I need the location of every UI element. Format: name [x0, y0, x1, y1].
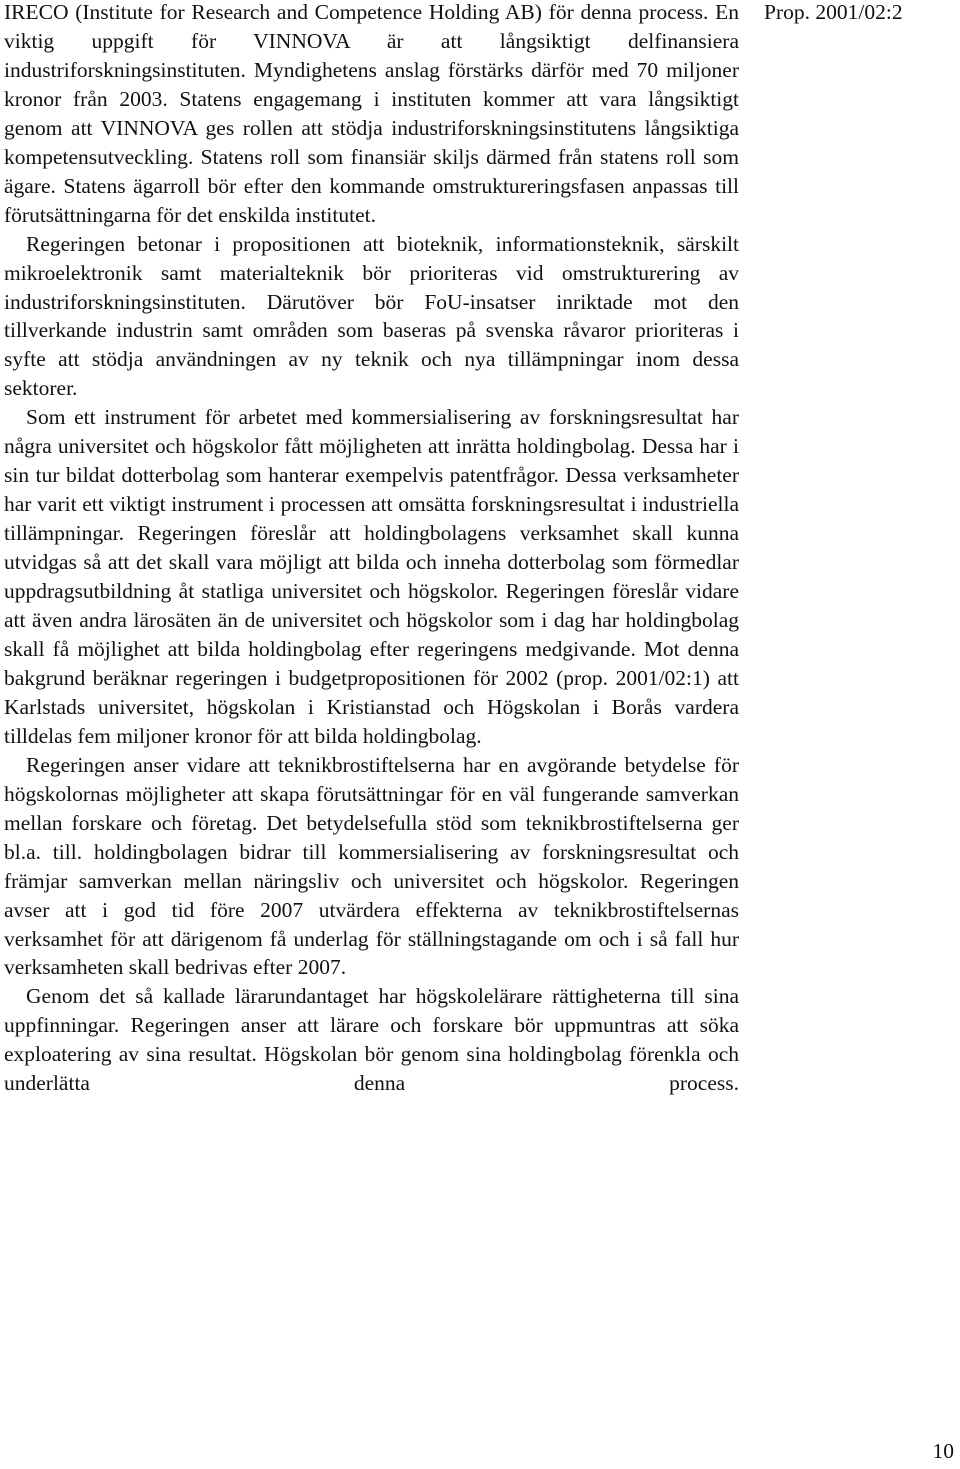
paragraph-holding-companies: Som ett instrument för arbetet med kommersialisering av forskningsresultat har några universitet och högskolor fått möjligheten att inrätta holdingbolag. Dessa har i sin tur bildat dotterbolag som hanterar exempelvis patentfrågor. Dessa verksamheter har varit ett viktigt instrument i processen att omsätta forskningsresultat i industriella tillämpningar. Regeringen föreslår att holdingbolagens verksamhet skall kunna utvidgas så att det skall vara möjligt att bilda och inneha dotterbolag som förmedlar uppdragsutbildning åt statliga universitet och högskolor. Regeringen föreslår vidare att även andra lärosäten än de universitet och högskolor som i dag har holdingbolag skall få möjlighet att bilda holdingbolag efter regeringens medgivande. Mot denna bakgrund beräknar regeringen i budgetpropositionen för 2002 (prop. 2001/02:1) att Karlstads universitet, högskolan i Kristianstad och Högskolan i Borås vardera tilldelas fem miljoner kronor för att bilda holdingbolag. — [4, 405, 739, 748]
page-number: 10 — [932, 1439, 954, 1463]
paragraph-priorities: Regeringen betonar i propositionen att bioteknik, informationsteknik, särskilt mikroelektronik samt materialteknik bör prioriteras vid omstrukturering av industriforskningsinstituten. Därutöver bör FoU-insatser inriktade mot den tillverkande industrin samt områden som baseras på svenska råvaror prioriteras i syfte att stödja användningen av ny teknik och nya tillämpningar inom dessa sektorer. — [4, 231, 739, 401]
paragraph-teacher-exemption: Genom det så kallade lärarundantaget har högskolelärare rättigheterna till sina uppfinningar. Regeringen anser att lärare och forskare bör uppmuntras att söka exploatering av sina resultat. Högskolan bör genom sina holdingbolag förenkla och underlätta denna process. — [4, 984, 739, 1096]
body-text — [4, 0, 739, 1098]
paragraph-technology-foundations: Regeringen anser vidare att teknikbrostiftelserna har en avgörande betydelse för högskolornas möjligheter att skapa förutsättningar för en väl fungerande samverkan mellan forskare och företag. Det betydelsefulla stöd som teknikbrostiftelserna ger bl.a. till. holdingbolagen bidrar till kommersialisering av forskningsresultat och främjar samverkan mellan näringsliv och universitet och högskolor. Regeringen avser att i god tid före 2007 utvärdera effekterna av teknikbrostiftelsernas verksamhet för att därigenom få underlag för ställningstagande om och i så fall hur verksamheten skall bedrivas efter 2007. — [4, 752, 739, 980]
paragraph-institutes: IRECO (Institute for Research and Competence Holding AB) för denna process. En viktig uppgift för VINNOVA är att långsiktigt delfinansiera industriforskningsinstituten. Myndighetens anslag förstärks därför med 70 miljoner kronor från 2003. Statens engagemang i instituten kommer att vara långsiktigt genom att VINNOVA ges rollen att stödja industriforskningsinstitutens långsiktiga kompetensutveckling. Statens roll som finansiär skiljs därmed från statens roll som ägare. Statens ägarroll bör efter den kommande omstruktureringsfasen anpassas till förutsättningarna för det enskilda institutet. — [4, 0, 739, 227]
proposition-reference: Prop. 2001/02:2 — [764, 0, 903, 24]
